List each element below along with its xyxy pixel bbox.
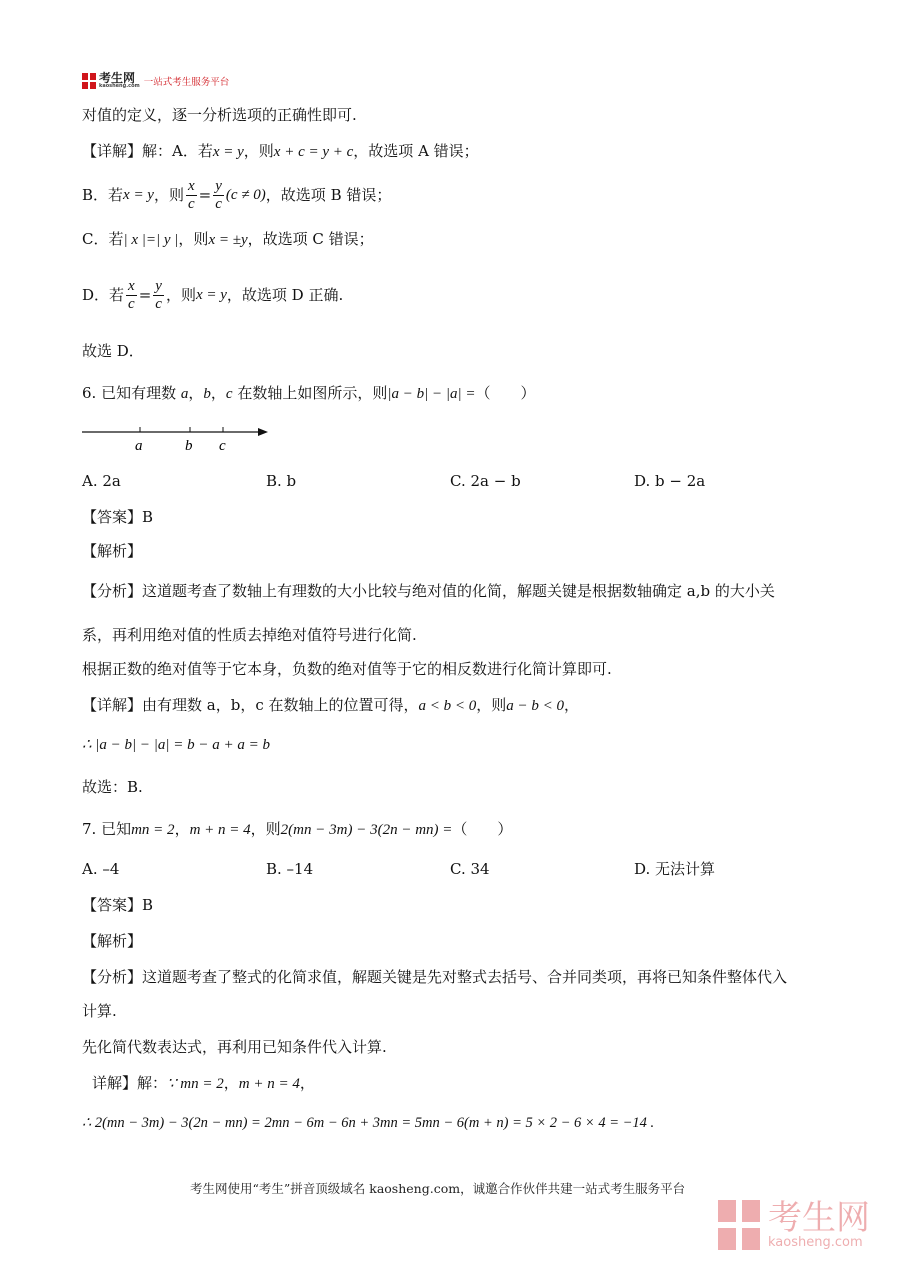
detail-line-a: 【详解】解：A．若x = y，则x + c = y + c，故选项 A 错误； xyxy=(82,142,479,160)
question-7-stem: 7. 已知mn = 2，m + n = 4，则2(mn − 3m) − 3(2n − mn) =（ ） xyxy=(82,820,513,838)
axis-label-b: b xyxy=(185,438,193,454)
arrow-icon xyxy=(258,428,268,436)
detail-7: 详解】解：∵ mn = 2，m + n = 4， xyxy=(92,1074,315,1092)
analysis-title-7: 【解析】 xyxy=(82,932,143,950)
axis-label-c: c xyxy=(219,438,226,454)
watermark-sub: kaosheng.com xyxy=(768,1235,863,1251)
analysis-7-line1: 【分析】这道题考查了整式的化简求值，解题关键是先对整式去括号、合并同类项，再将已知条件整体代入 xyxy=(82,968,788,986)
option-c: C. 34 xyxy=(450,860,490,878)
fraction: $\frac{x}{c}$ xyxy=(187,178,195,213)
watermark-text: 考生网 xyxy=(768,1198,870,1239)
option-a: A. –4 xyxy=(82,860,120,878)
analysis-6-line3: 根据正数的绝对值等于它本身，负数的绝对值等于它的相反数进行化简计算即可. xyxy=(82,660,612,678)
option-c: C. 2a − b xyxy=(450,472,521,490)
option-a: A. 2a xyxy=(82,472,121,490)
detail-6: 【详解】由有理数 a，b，c 在数轴上的位置可得，a < b < 0，则a − b < 0， xyxy=(82,696,580,714)
therefore-6: ∴ |a − b| − |a| = b − a + a = b xyxy=(82,737,271,753)
analysis-6-line1: 【分析】这道题考查了数轴上有理数的大小比较与绝对值的化简，解题关键是根据数轴确定 a,b 的大小关 xyxy=(82,582,775,600)
detail-line-c: C．若| x |=| y |，则x = ±y，故选项 C 错误； xyxy=(82,230,374,248)
choose-6: 故选：B. xyxy=(82,778,143,796)
header-logo xyxy=(82,72,229,89)
logo-name: 考生网 kaosheng.com xyxy=(99,71,140,89)
question-6-stem: 6. 已知有理数 a，b，c 在数轴上如图所示，则|a − b| − |a| =（ ） xyxy=(82,384,536,402)
analysis-7-line2: 计算. xyxy=(82,1002,117,1020)
logo-sub: kaosheng.com xyxy=(99,83,140,89)
watermark-logo xyxy=(718,1200,870,1252)
option-b: B. –14 xyxy=(266,860,314,878)
detail-line-d: D．若 $\frac{x}{c}$ = $\frac{y}{c}$ ，则 x = y ，故选项 D 正确. xyxy=(82,278,344,313)
watermark-mark-icon xyxy=(718,1200,762,1252)
logo-mark-icon xyxy=(82,73,96,89)
axis-label-a: a xyxy=(135,438,143,454)
option-d: D. 无法计算 xyxy=(634,860,716,878)
detail-line-b: B．若 x = y ，则 $\frac{x}{c}$ = $\frac{y}{c}$ (c ≠ 0) ，故选项 B 错误； xyxy=(82,178,392,213)
number-line xyxy=(80,420,280,460)
analysis-7-line3: 先化简代数表达式，再利用已知条件代入计算. xyxy=(82,1038,387,1056)
analysis-title-6: 【解析】 xyxy=(82,542,143,560)
page-footer: 考生网使用“考生”拼音顶级域名 kaosheng.com，诚邀合作伙伴共建一站式考生服务平台 xyxy=(190,1181,686,1196)
text-line: 对值的定义，逐一分析选项的正确性即可. xyxy=(82,106,357,124)
fraction: $\frac{x}{c}$ xyxy=(128,278,135,313)
choose-d: 故选 D． xyxy=(82,342,144,360)
option-b: B. b xyxy=(266,472,297,490)
option-d: D. b − 2a xyxy=(634,472,706,490)
logo-tagline: 一站式考生服务平台 xyxy=(143,76,230,88)
fraction: $\frac{y}{c}$ xyxy=(215,178,222,213)
therefore-7: ∴ 2(mn − 3m) − 3(2n − mn) = 2mn − 6m − 6n + 3mn = 5mn − 6(m + n) = 5 × 2 − 6 × 4 = −14 . xyxy=(82,1115,655,1131)
answer-7: 【答案】B xyxy=(82,896,154,914)
fraction: $\frac{y}{c}$ xyxy=(155,278,162,313)
analysis-6-line2: 系，再利用绝对值的性质去掉绝对值符号进行化简. xyxy=(82,626,417,644)
answer-6: 【答案】B xyxy=(82,508,154,526)
